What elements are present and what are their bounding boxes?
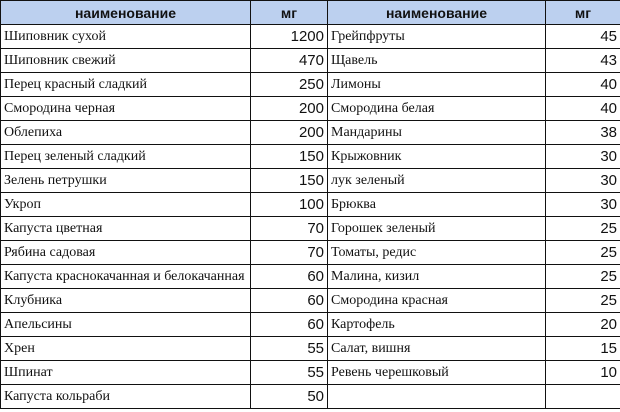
right-mg-cell: 38 (546, 121, 620, 145)
left-name-cell: Зелень петрушки (1, 169, 251, 193)
right-name-cell: Лимоны (328, 73, 546, 97)
left-name-cell: Апельсины (1, 313, 251, 337)
header-mg-right: мг (546, 1, 620, 25)
left-mg-cell: 60 (251, 289, 328, 313)
left-name-cell: Клубника (1, 289, 251, 313)
right-name-cell: Мандарины (328, 121, 546, 145)
left-mg-cell: 150 (251, 169, 328, 193)
right-name-cell: Картофель (328, 313, 546, 337)
table-row (1, 169, 620, 193)
right-name-cell: Горошек зеленый (328, 217, 546, 241)
table-row (1, 121, 620, 145)
left-mg-cell: 55 (251, 361, 328, 385)
left-name-cell: Облепиха (1, 121, 251, 145)
left-name-cell: Перец зеленый сладкий (1, 145, 251, 169)
left-name-cell: Шпинат (1, 361, 251, 385)
right-mg-cell: 40 (546, 97, 620, 121)
left-mg-cell: 60 (251, 265, 328, 289)
table-row (1, 49, 620, 73)
header-mg-left: мг (251, 1, 328, 25)
table-row (1, 265, 620, 289)
right-mg-cell: 25 (546, 217, 620, 241)
right-mg-cell: 30 (546, 193, 620, 217)
right-name-cell: Крыжовник (328, 145, 546, 169)
right-name-cell: Грейпфруты (328, 25, 546, 49)
left-name-cell: Перец красный сладкий (1, 73, 251, 97)
left-name-cell: Хрен (1, 337, 251, 361)
left-mg-cell: 70 (251, 217, 328, 241)
left-name-cell: Капуста кольраби (1, 385, 251, 409)
header-row (1, 1, 620, 25)
left-name-cell: Шиповник сухой (1, 25, 251, 49)
left-mg-cell: 55 (251, 337, 328, 361)
table-row (1, 145, 620, 169)
table-row (1, 361, 620, 385)
right-name-cell: Салат, вишня (328, 337, 546, 361)
left-name-cell: Смородина черная (1, 97, 251, 121)
table-row (1, 217, 620, 241)
right-mg-cell: 15 (546, 337, 620, 361)
right-mg-cell: 30 (546, 169, 620, 193)
table-row (1, 25, 620, 49)
right-mg-cell: 43 (546, 49, 620, 73)
right-name-cell: Брюква (328, 193, 546, 217)
left-mg-cell: 150 (251, 145, 328, 169)
left-mg-cell: 200 (251, 97, 328, 121)
header-name-right: наименование (328, 1, 546, 25)
left-name-cell: Рябина садовая (1, 241, 251, 265)
table-row (1, 313, 620, 337)
header-name-left: наименование (1, 1, 251, 25)
right-name-cell: Ревень черешковый (328, 361, 546, 385)
left-mg-cell: 200 (251, 121, 328, 145)
table-row (1, 97, 620, 121)
left-mg-cell: 70 (251, 241, 328, 265)
right-mg-cell: 10 (546, 361, 620, 385)
table-row (1, 337, 620, 361)
table-row (1, 193, 620, 217)
left-name-cell: Укроп (1, 193, 251, 217)
right-mg-cell: 25 (546, 289, 620, 313)
table-row (1, 73, 620, 97)
right-mg-cell: 25 (546, 265, 620, 289)
left-mg-cell: 1200 (251, 25, 328, 49)
right-name-cell: Томаты, редис (328, 241, 546, 265)
left-mg-cell: 100 (251, 193, 328, 217)
right-name-cell: Щавель (328, 49, 546, 73)
right-mg-cell: 25 (546, 241, 620, 265)
right-name-cell: Малина, кизил (328, 265, 546, 289)
right-mg-cell: 30 (546, 145, 620, 169)
left-name-cell: Капуста цветная (1, 217, 251, 241)
left-mg-cell: 470 (251, 49, 328, 73)
right-mg-cell (546, 385, 620, 409)
right-name-cell: Смородина красная (328, 289, 546, 313)
right-name-cell: лук зеленый (328, 169, 546, 193)
left-name-cell: Капуста краснокачанная и белокачанная (1, 265, 251, 289)
left-mg-cell: 60 (251, 313, 328, 337)
table-row (1, 241, 620, 265)
table-row (1, 385, 620, 409)
left-name-cell: Шиповник свежий (1, 49, 251, 73)
right-mg-cell: 40 (546, 73, 620, 97)
table-row (1, 289, 620, 313)
right-mg-cell: 45 (546, 25, 620, 49)
right-name-cell (328, 385, 546, 409)
right-mg-cell: 20 (546, 313, 620, 337)
right-name-cell: Смородина белая (328, 97, 546, 121)
left-mg-cell: 50 (251, 385, 328, 409)
left-mg-cell: 250 (251, 73, 328, 97)
